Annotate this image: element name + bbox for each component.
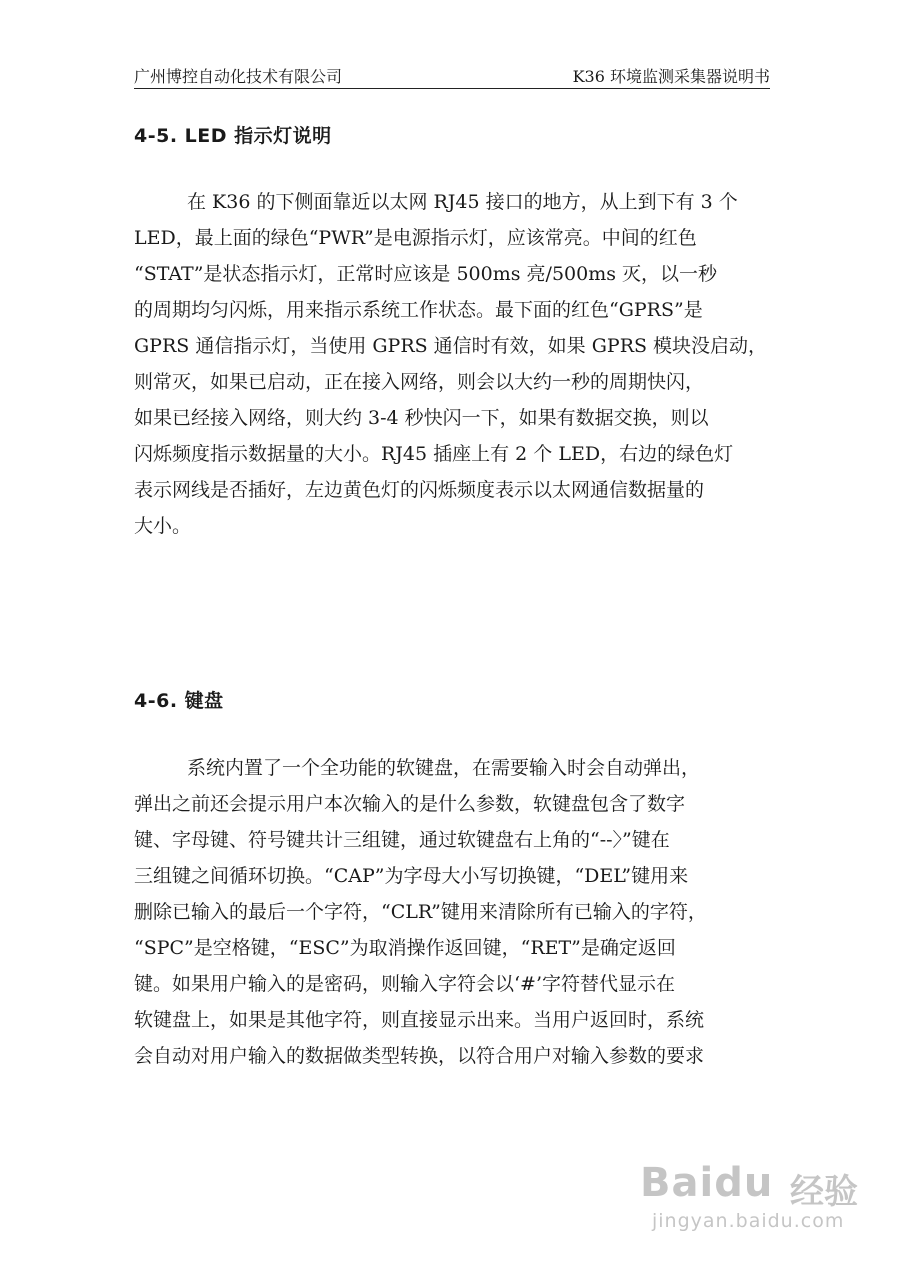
paragraph-line: 表示网线是否插好，左边黄色灯的闪烁频度表示以太网通信数据量的 xyxy=(134,479,705,501)
paragraph-line: LED，最上面的绿色“PWR”是电源指示灯，应该常亮。中间的红色 xyxy=(134,227,697,249)
paragraph-line: 会自动对用户输入的数据做类型转换，以符合用户对输入参数的要求 xyxy=(134,1045,705,1067)
paragraph-led xyxy=(134,184,774,544)
paragraph-line: 三组键之间循环切换。“CAP”为字母大小写切换键，“DEL”键用来 xyxy=(134,865,689,887)
paragraph-line: “STAT”是状态指示灯，正常时应该是 500ms 亮/500ms 灭，以一秒 xyxy=(134,263,718,285)
paragraph-line: 如果已经接入网络，则大约 3-4 秒快闪一下，如果有数据交换，则以 xyxy=(134,407,709,429)
paragraph-line: 则常灭，如果已启动，正在接入网络，则会以大约一秒的周期快闪， xyxy=(134,371,705,393)
paragraph-line: 在 K36 的下侧面靠近以太网 RJ45 接口的地方，从上到下有 3 个 xyxy=(187,191,738,213)
page-header xyxy=(134,62,770,89)
paragraph-line: 弹出之前还会提示用户本次输入的是什么参数，软键盘包含了数字 xyxy=(134,793,686,815)
paragraph-line: 键。如果用户输入的是密码，则输入字符会以‘#’字符替代显示在 xyxy=(134,973,676,995)
paragraph-line: 大小。 xyxy=(134,515,192,537)
section-title-keyboard: 4-6. 键盘 xyxy=(134,690,224,712)
paragraph-line: 闪烁频度指示数据量的大小。RJ45 插座上有 2 个 LED，右边的绿色灯 xyxy=(134,443,734,465)
baidu-jingyan-watermark xyxy=(640,1160,880,1240)
paragraph-line: GPRS 通信指示灯，当使用 GPRS 通信时有效，如果 GPRS 模块没启动， xyxy=(134,335,768,357)
paragraph-line: “SPC”是空格键，“ESC”为取消操作返回键，“RET”是确定返回 xyxy=(134,937,676,959)
paragraph-line: 的周期均匀闪烁，用来指示系统工作状态。最下面的红色“GPRS”是 xyxy=(134,299,703,321)
watermark-url: jingyan.baidu.com xyxy=(652,1210,845,1232)
section-title-led: 4-5. LED 指示灯说明 xyxy=(134,125,332,147)
header-doc-title: K36 环境监测采集器说明书 xyxy=(572,67,770,86)
paragraph-line: 删除已输入的最后一个字符，“CLR”键用来清除所有已输入的字符， xyxy=(134,901,707,923)
paragraph-line: 键、字母键、符号键共计三组键，通过软键盘右上角的“--〉”键在 xyxy=(134,829,670,851)
watermark-cn-text: 经验 xyxy=(790,1172,858,1212)
watermark-logo-text: Baidu xyxy=(640,1160,774,1206)
paragraph-keyboard xyxy=(134,750,774,1074)
paragraph-line: 系统内置了一个全功能的软键盘，在需要输入时会自动弹出， xyxy=(187,757,701,779)
header-company: 广州博控自动化技术有限公司 xyxy=(134,67,343,86)
paragraph-line: 软键盘上，如果是其他字符，则直接显示出来。当用户返回时，系统 xyxy=(134,1009,705,1031)
